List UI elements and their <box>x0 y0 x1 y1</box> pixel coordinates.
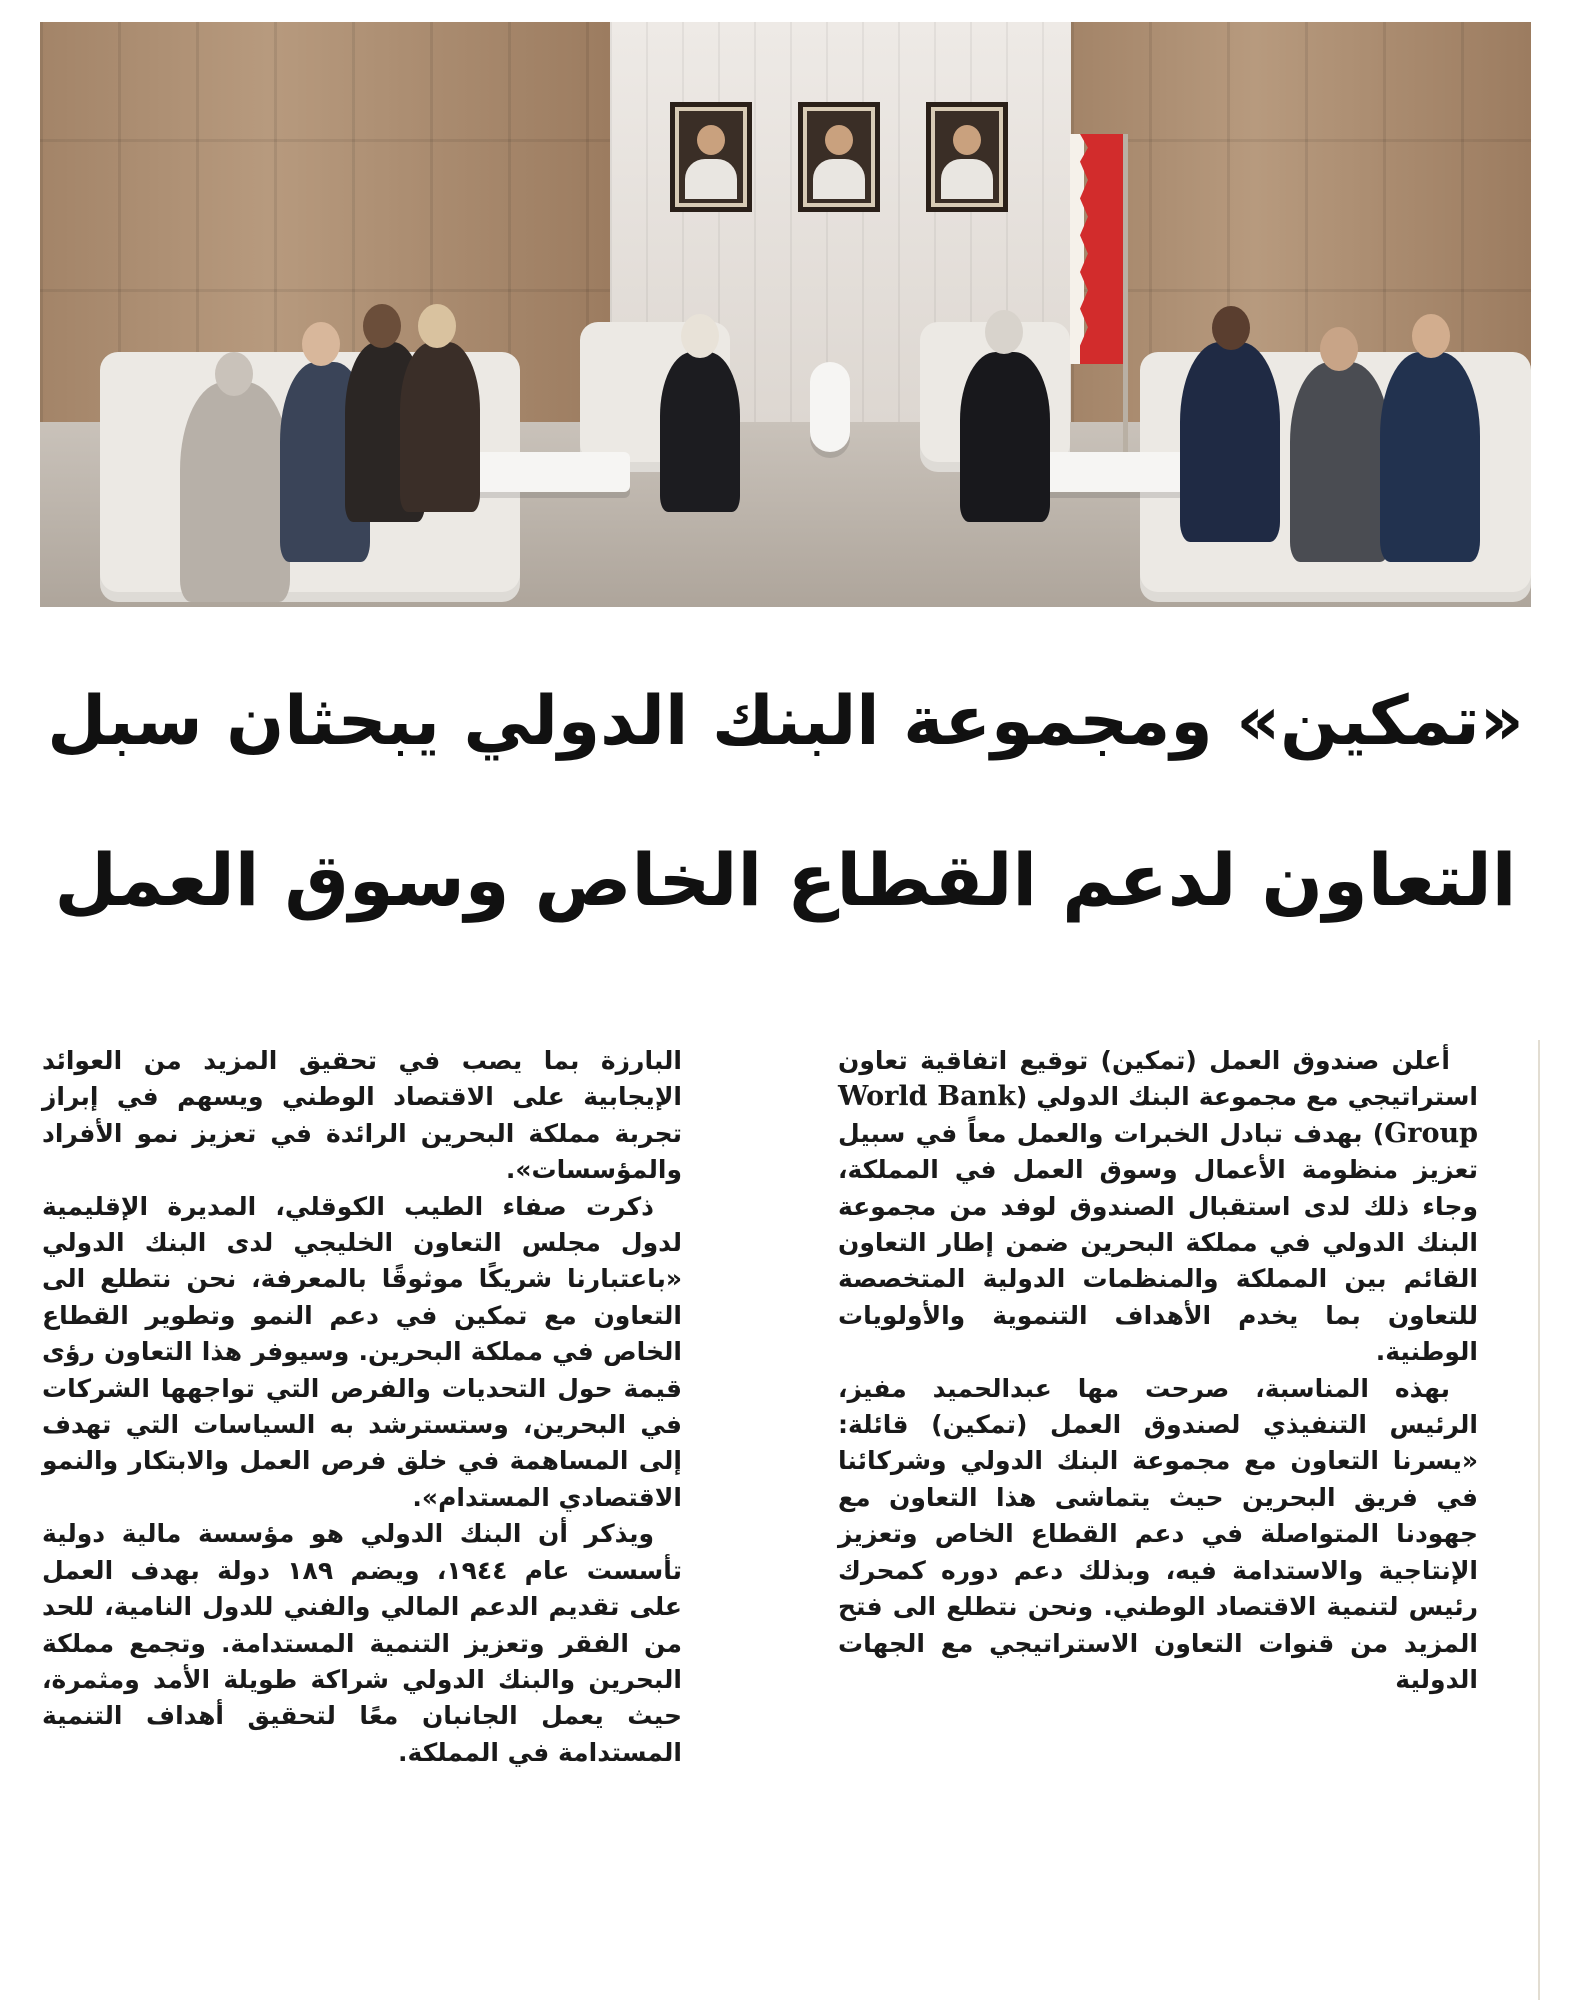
side-table <box>810 362 850 452</box>
person-host-left <box>660 352 740 512</box>
person-head <box>363 304 401 348</box>
person-head <box>985 310 1023 354</box>
person-head <box>681 314 719 358</box>
text: أعلن صندوق العمل (تمكين) توقيع اتفاقية تعاون استراتيجي مع مجموعة البنك الدولي ( <box>838 1046 1478 1112</box>
guest-5 <box>1180 342 1280 542</box>
person-head <box>1320 327 1358 371</box>
page-edge-rule <box>1538 1040 1540 2000</box>
guest-4 <box>400 342 480 512</box>
flag-pole <box>1123 134 1128 464</box>
paragraph: بهذه المناسبة، صرحت مها عبدالحميد مفيز، الرئيس التنفيذي لصندوق العمل (تمكين) قائلة: «يسرنا التعاون مع مجموعة البنك الدولي وشركائنا في فريق البحرين حيث يتماشى هذا التعاون مع جهودنا المتواصلة في دعم القطاع الخاص وتعزيز الإنتاجية والاستدامة فيه، وبذلك دعم دوره كمحرك رئيس لتنمية الاقتصاد الوطني. ونحن نتطلع الى فتح المزيد من قنوات التعاون الاستراتيجي مع الجهات الدولية <box>838 1373 1478 1694</box>
portrait-center <box>798 102 880 212</box>
portrait-right <box>926 102 1008 212</box>
person-head <box>1412 314 1450 358</box>
person-head <box>302 322 340 366</box>
portrait-left <box>670 102 752 212</box>
paragraph: ذكرت صفاء الطيب الكوقلي، المديرة الإقليمية لدول مجلس التعاون الخليجي لدى البنك الدولي «باعتبارنا شريكًا موثوقًا بالمعرفة، نحن نتطلع الى التعاون مع تمكين في دعم النمو وتطوير القطاع الخاص في مملكة البحرين. وسيوفر هذا التعاون رؤى قيمة حول التحديات والفرص التي تواجهها الشركات في البحرين، وستسترشد به السياسات التي تهدف إلى المساهمة في خلق فرص العمل والابتكار والنمو الاقتصادي المستدام». <box>42 1191 682 1512</box>
flag-white-band <box>1070 134 1084 364</box>
person-host-right <box>960 352 1050 522</box>
meeting-photo <box>40 22 1531 607</box>
guest-7 <box>1380 352 1480 562</box>
article-column-right <box>838 1043 1478 1698</box>
paragraph <box>838 1043 1478 1371</box>
paragraph: البارزة بما يصب في تحقيق المزيد من العوائد الإيجابية على الاقتصاد الوطني ويسهم في إبراز تجربة مملكة البحرين الرائدة في تعزيز نمو الأفراد والمؤسسات». <box>42 1046 682 1185</box>
person-head <box>1212 306 1250 350</box>
headline-line-2: التعاون لدعم القطاع الخاص وسوق العمل <box>54 838 1517 922</box>
text: ) بهدف تبادل الخبرات والعمل معاً في سبيل تعزيز منظومة الأعمال وسوق العمل في المملكة، وجاء ذلك لدى استقبال الصندوق لوفد من مجموعة البنك الدولي في مملكة البحرين ضمن إطار التعاون القائم بين المملكة والمنظمات الدولية المتخصصة للتعاون بما يخدم الأهداف التنموية والأولويات الوطنية. <box>838 1118 1478 1367</box>
headline-line-1: «تمكين» ومجموعة البنك الدولي يبحثان سبل <box>47 682 1524 761</box>
paragraph: ويذكر أن البنك الدولي هو مؤسسة مالية دولية تأسست عام ١٩٤٤، ويضم ١٨٩ دولة بهدف العمل على تقديم الدعم المالي والفني للدول النامية، للحد من الفقر وتعزيز التنمية المستدامة. وتجمع مملكة البحرين والبنك الدولي شراكة طويلة الأمد ومثمرة، حيث يعمل الجانبان معًا لتحقيق أهداف التنمية المستدامة في المملكة. <box>42 1519 682 1767</box>
latin-org-name: World Bank Group <box>838 1081 1478 1149</box>
guest-1 <box>180 382 290 602</box>
person-head <box>215 352 253 396</box>
person-head <box>418 304 456 348</box>
coffee-table-left <box>460 452 630 492</box>
article-column-left <box>42 1043 682 1771</box>
guest-6 <box>1290 362 1390 562</box>
